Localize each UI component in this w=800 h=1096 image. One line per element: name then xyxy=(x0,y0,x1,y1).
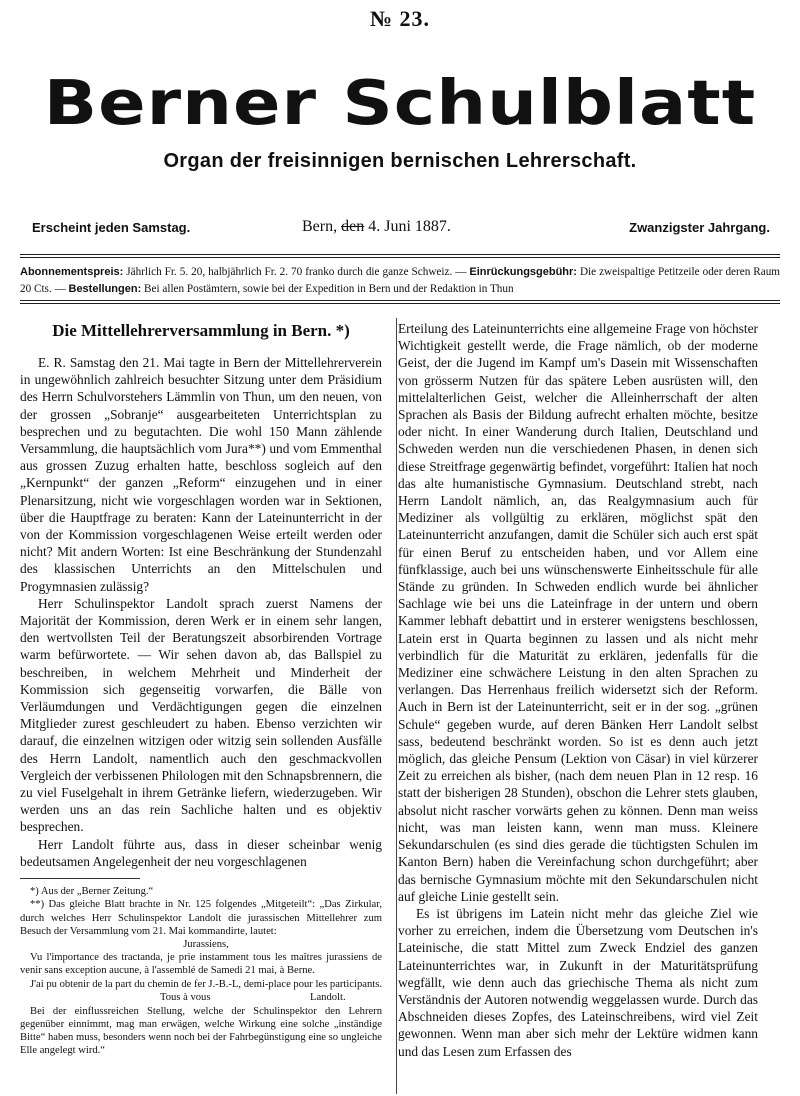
issue-date xyxy=(302,218,451,236)
publication-frequency: Erscheint jeden Samstag. xyxy=(32,220,191,235)
footnotes xyxy=(20,885,382,1057)
divider-mid xyxy=(20,300,780,301)
article-paragraph: E. R. Samstag den 21. Mai tagte in Bern der Mittellehrerverein in ungewöhnlich zahlreich besuchter Sitzung unter dem Präsidium des Herrn Schulvorstehers Lämmlin von Thun, um den neuen, von der grossen „Sobranje“ ausgearbeiteten Unterrichtsplan zu besprechen und zu begutachten. Die wohl 150 Mann zählende Versammlung, die hauptsächlich vom Jura**) und vom Emmenthal aus grossen Zuzug erhalten hatte, beschloss sogleich auf den „Kernpunkt“ der ganzen „Reform“ einzugehen und in einer Plenarsitzung, nicht wie vorgeschlagen worden war in Sektionen, über die Hauptfrage zu beraten: Kann der Lateinunterricht in der von der Kommission vorgeschlagenen Weise erteilt werden oder nicht? Mit andern Worten: Ist eine Beschränkung der Stundenzahl des klassischen Unterrichts an den Mittelschulen und Progymnasien zulässig? xyxy=(20,355,382,594)
subscription-text: Jährlich Fr. 5. 20, halbjährlich Fr. 2. 70 franko durch die ganze Schweiz. — xyxy=(126,266,467,278)
footnote: *) Aus der „Berner Zeitung.“ xyxy=(30,886,154,898)
article-paragraph: Erteilung des Lateinunterrichts eine allgemeine Frage von höchster Wichtigkeit gestellt werde, die Frage nämlich, ob der moderne Geist, der die Jugend im Kampf um's Dasein mit Wissenschaften von grösserm Nutzen für das spätere Leben ausrüsten will, den mittelalterlichen Geist, welcher die Alleinherrschaft der alten Sprachen als Basis der Bildung aufrecht erhalten möchte, besitze oder nicht. In einer Wanderung durch Italien, Deutschland und Schweden werden nun die verschiedenen Phasen, in denen sich diese Streitfrage gegenwärtig befindet, vorgeführt: Italien hat noch das alte humanistische Gymnasium. Deutschland strebt, nach Herrn Landolt nämlich, an, das Realgymnasium auch für Mediziner als vollgültig zu erklären, möglichst spät den Lateinunterricht anzufangen, damit die Schüler sich auch erst spät für einen Beruf zu entscheiden haben, und vor Allem eine fünfklassige, auch bei uns wünschenswerte Einheitsschule für alle Stände zu gründen. In Schweden endlich wurde bei ähnlicher Sachlage wie bei uns die Lateinfrage in der untern und obern Kammer lebhaft debattirt und in ersterer wenigstens beschlossen, Latein erst in Quarta beginnen zu lassen und als nicht mehr verbindlich für die Maturität zu erklären, jedenfalls für die Mediziner eine schwächere Leistung in den alten Sprachen zu verlangen. Das Herrenhaus freilich widersetzt sich der Reform. Auch in Bern ist der Lateinunterricht, seit er in der sog. „grünen Schule“ gegeben wurde, auf deren Bänken Herr Landolt selbst sass, bedeutend beschränkt worden. So ist es denn auch jetzt möglich, das gleiche Pensum (Lektion von Cäsar) in viel kürzerer Zeit zu erreichen als bisher, (nach dem neuen Plan in 12 resp. 16 statt der bisherigen 28 Stunden), obschon die Lehrer stets glauben, absolut nicht rascher vorwärts gehen zu können. Denn man weiss nicht, was man leisten kann, wenn man muss. Kleinere Sekundarschulen (es sind dies gerade die tüchtigsten Schulen im Kanton Bern) haben die Vereinfachung schon durchgeführt; aber das bernische Gymnasium möchte mit den Sekundarschulen nicht auf gleiche Linie gestellt sein. xyxy=(398,321,758,904)
column-divider xyxy=(396,318,397,1094)
signature-name: Landolt. xyxy=(310,991,346,1003)
orders-text: Bei allen Postämtern, sowie bei der Expedition in Bern und der Redaktion in Thun xyxy=(144,283,514,295)
volume: Zwanzigster Jahrgang. xyxy=(629,220,770,235)
right-column xyxy=(398,320,758,1060)
article-heading: Die Mittellehrerversammlung in Bern. *) xyxy=(52,321,350,340)
place: Bern, xyxy=(302,218,338,235)
left-column xyxy=(20,318,382,1058)
footnote: Bei der einflussreichen Stellung, welche der Schulinspektor den Lehrern gegenüber einnimmt, mag man erwägen, welche Wirkung eine solche „inständige Bitte“ haben muss, besonders wenn noch bei der Fahrbegünstigung eine so ungleiche Elle angelegt wird.“ xyxy=(20,1005,382,1057)
footnote-divider xyxy=(20,878,140,879)
signature-greeting: Tous à vous xyxy=(160,991,211,1003)
masthead-title: Berner Schulblatt xyxy=(43,66,757,140)
footnote: **) Das gleiche Blatt brachte in Nr. 125 folgendes „Mitgeteilt“: „Das Zirkular, durch welches Herr Schulinspektor Landolt die jurassischen Mittellehrer zum Besuch der Versammlung vom 21. Mai kommandirte, lautet: xyxy=(20,899,382,937)
advert-fee-text: Die zweispaltige Petitzeile oder deren Raum 20 Cts. — xyxy=(20,266,781,295)
footnote: J'ai pu obtenir de la part du chemin de fer J.-B.-L, demi-place pour les participants. xyxy=(30,978,382,990)
subscription-info xyxy=(20,264,780,298)
footnote: Jurassiens, xyxy=(183,938,229,950)
article-paragraph: Es ist übrigens im Latein nicht mehr das gleiche Ziel wie vorher zu erreichen, indem die Übersetzung vom Deutschen in's Lateinische, die statt Mittel zum Zweck Endziel des ganzen Lateinunterrichtes war, in Zukunft in der Maturitätsprüfung wegfällt, wie denn auch das griechische Thema als nicht zum Verständnis der Autoren notwendig weggelassen wurde. Durch das Abschneiden dieses Zopfes, des Lateinschreibens, wird viel Zeit gewonnen. Wenn man aber sich mehr der Lektüre widmen kann und das Lesen zum Erfassen des xyxy=(398,905,758,1059)
struck-word: den xyxy=(341,218,365,235)
issue-number: № 23. xyxy=(369,6,431,31)
date: 4. Juni 1887. xyxy=(368,218,451,235)
footnote-signature xyxy=(20,991,382,1005)
subscription-label: Abonnementspreis: xyxy=(20,266,124,278)
article-paragraph: Herr Landolt führte aus, dass in dieser scheinbar wenig bedeutsamen Angelegenheit der neu vorgeschlagenen xyxy=(20,836,382,869)
divider-top xyxy=(20,254,780,255)
orders-label: Bestellungen: xyxy=(68,283,142,295)
footnote: Vu l'importance des tractanda, je prie instamment tous les maîtres jurassiens de venir sans exception aucune, à l'assemblé de Samedi 21 mai, à Berne. xyxy=(20,952,382,977)
article-paragraph: Herr Schulinspektor Landolt sprach zuerst Namens der Majorität der Kommission, deren Werk er in einem sehr langen, den wertvollsten Teil der Beratungszeit absorbirenden Vortrage warm befürwortete. — Wir sehen davon ab, das Ballspiel zu beschreiben, in welchem Mehrheit und Minderheit der Kommission sich gegenseitig vorwarfen, die Bälle von Verläumdungen und Verdächtigungen gegen die einzelnen Mitglieder zurest geschleudert zu haben. Ebenso verzichten wir darauf, die einzelnen witzigen oder witzig sein sollenden Ausfälle des Herrn Landolt, namentlich auch den geschmackvollen Vergleich der verbissenen Philologen mit den Schnapsbrennern, die zu viel Fuselgehalt in ihrem Getränke liefern, wiederzugeben. Wir werden uns an das rein Sachliche halten und es objektiv besprechen. xyxy=(20,595,382,835)
info-line xyxy=(30,220,770,240)
divider-mid-double xyxy=(20,303,780,304)
advert-fee-label: Einrückungsgebühr: xyxy=(469,266,577,278)
subtitle: Organ der freisinnigen bernischen Lehrerschaft. xyxy=(163,150,637,172)
divider-top-double xyxy=(20,257,780,258)
